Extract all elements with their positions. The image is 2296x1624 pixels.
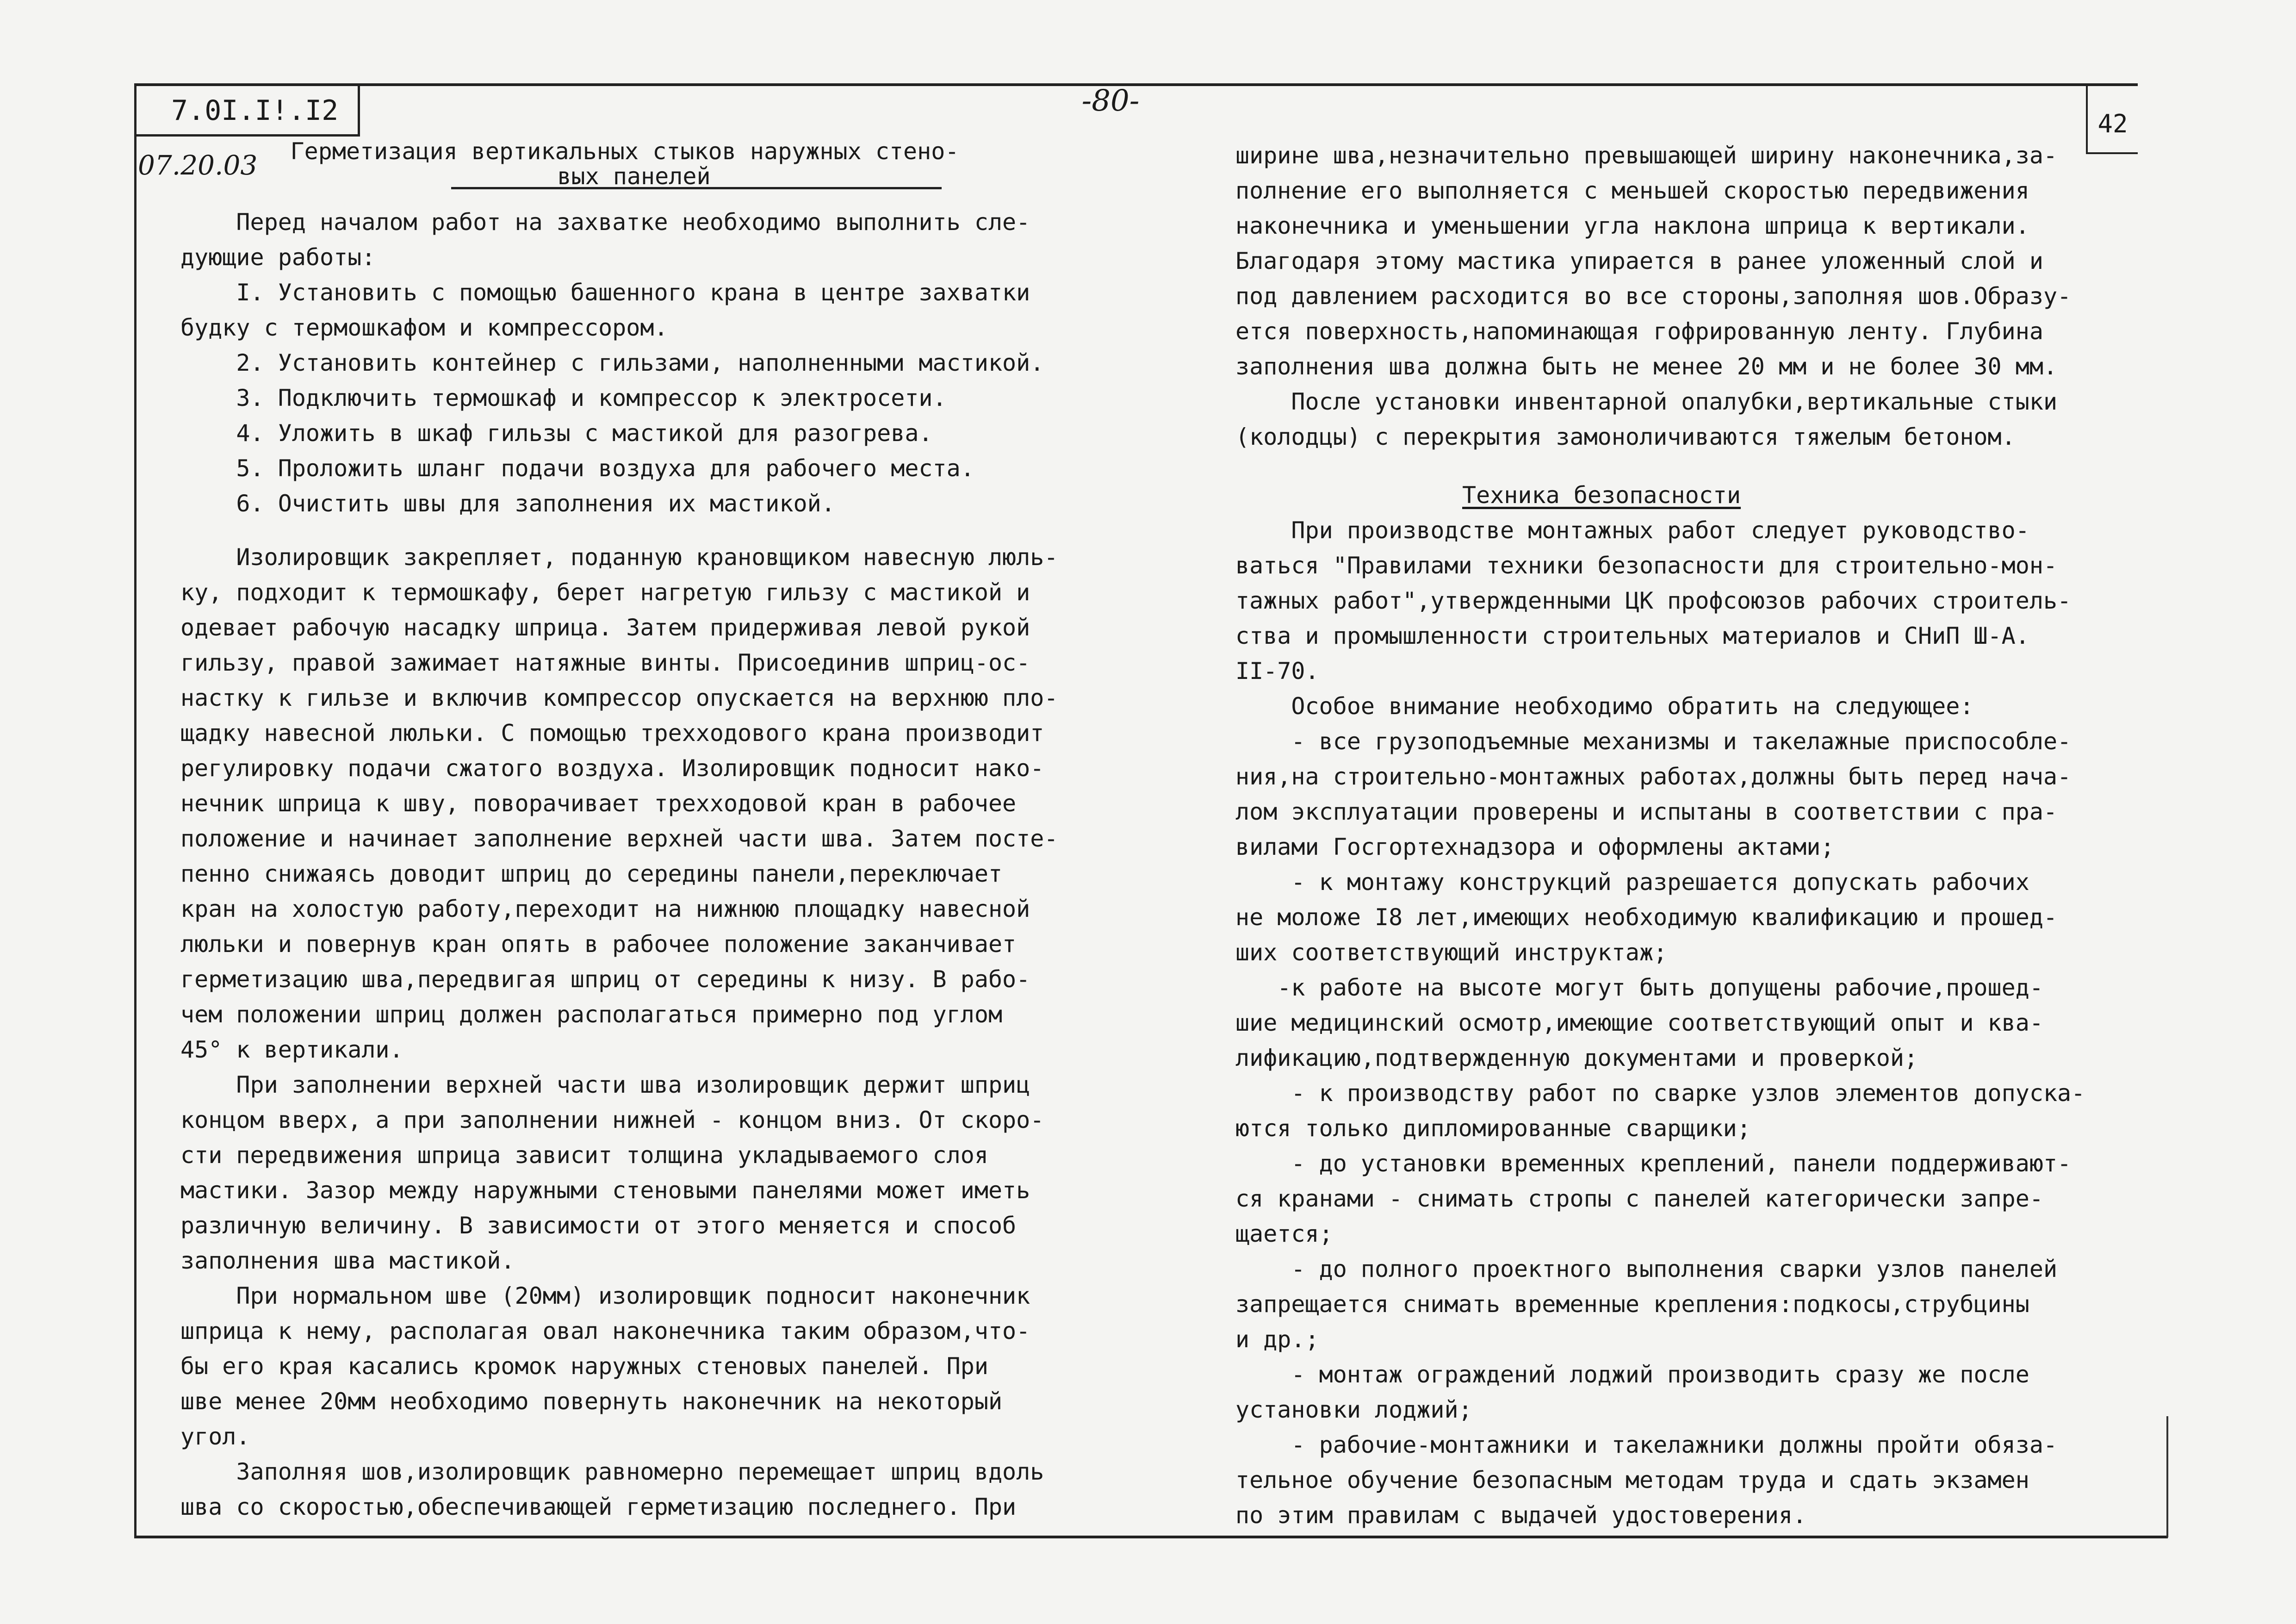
text-line: различную величину. В зависимости от этого меняется и способ xyxy=(180,1212,1017,1239)
text-line: нечник шприца к шву, поворачивает трехходовой кран в рабочее xyxy=(180,790,1017,817)
paragraph-gap xyxy=(1235,454,2133,478)
text-line: тажных работ",утвержденными ЦК профсоюзов рабочих строитель- xyxy=(1235,587,2072,614)
text-line: ства и промышленности строительных материалов и СНиП Ш-А. xyxy=(1235,622,2029,649)
title-underline xyxy=(451,187,942,189)
text-line: шприца к нему, располагая овал наконечника таким образом,что- xyxy=(180,1318,1030,1344)
paragraph-gap xyxy=(180,521,1111,540)
text-line: При нормальном шве (20мм) изолировщик подносит наконечник xyxy=(180,1282,1030,1309)
text-line: не моложе I8 лет,имеющих необходимую квалификацию и прошед- xyxy=(1235,904,2058,931)
text-line: ется поверхность,напоминающая гофрированную ленту. Глубина xyxy=(1235,318,2043,345)
text-line: угол. xyxy=(180,1423,250,1450)
text-line: После установки инвентарной опалубки,вертикальные стыки xyxy=(1235,388,2058,415)
text-line: шве менее 20мм необходимо повернуть наконечник на некоторый xyxy=(180,1388,1003,1415)
text-line: 45° к вертикали. xyxy=(180,1036,403,1063)
sheet-number: 42 xyxy=(2086,85,2138,154)
section-code: 07.20.03 xyxy=(138,149,258,181)
text-line: Особое внимание необходимо обратить на следующее: xyxy=(1235,693,1974,720)
text-line: бы его края касались кромок наружных стеновых панелей. При xyxy=(180,1353,988,1380)
text-line: - к производству работ по сварке узлов элементов допуска- xyxy=(1235,1080,2085,1107)
text-line: вилами Госгортехнадзора и оформлены актами; xyxy=(1235,834,1835,860)
text-line: - до полного проектного выполнения сварки узлов панелей xyxy=(1235,1256,2058,1282)
text-line: ся кранами - снимать стропы с панелей категорически запре- xyxy=(1235,1185,2043,1212)
text-line: настку к гильзе и включив компрессор опускается на верхнюю пло- xyxy=(180,684,1058,711)
text-line: - монтаж ограждений лоджий производить сразу же после xyxy=(1235,1361,2029,1388)
text-line: При производстве монтажных работ следует руководство- xyxy=(1235,517,2029,544)
text-line: - к монтажу конструкций разрешается допускать рабочих xyxy=(1235,869,2029,896)
text-line: ку, подходит к термошкафу, берет нагретую гильзу с мастикой и xyxy=(180,579,1030,606)
text-line: под давлением расходится во все стороны,заполняя шов.Образу- xyxy=(1235,283,2072,310)
text-line: шва со скоростью,обеспечивающей герметизацию последнего. При xyxy=(180,1493,1017,1520)
text-line: Изолировщик закрепляет, поданную крановщиком навесную люль- xyxy=(180,544,1058,571)
text-line: герметизацию шва,передвигая шприц от середины к низу. В рабо- xyxy=(180,966,1030,993)
text-line: установки лоджий; xyxy=(1235,1396,1472,1423)
text-line: 3. Подключить термошкаф и компрессор к электросети. xyxy=(180,385,947,411)
text-line: щается; xyxy=(1235,1220,1333,1247)
text-line: мастики. Зазор между наружными стеновыми панелями может иметь xyxy=(180,1177,1030,1204)
text-line: 2. Установить контейнер с гильзами, наполненными мастикой. xyxy=(180,349,1044,376)
text-line: лом эксплуатации проверены и испытаны в соответствии с пра- xyxy=(1235,798,2058,825)
text-line: люльки и повернув кран опять в рабочее положение заканчивает xyxy=(180,931,1017,958)
text-line: сти передвижения шприца зависит толщина укладываемого слоя xyxy=(180,1142,988,1169)
text-line: регулировку подачи сжатого воздуха. Изолировщик подносит нако- xyxy=(180,755,1044,782)
page-number: -80- xyxy=(1081,84,1140,118)
left-column xyxy=(180,205,1111,1524)
text-line: дующие работы: xyxy=(180,244,376,271)
text-line: щадку навесной люльки. С помощью трехходового крана производит xyxy=(180,720,1044,747)
text-line: ются только дипломированные сварщики; xyxy=(1235,1115,1751,1142)
text-line: одевает рабочую насадку шприца. Затем придерживая левой рукой xyxy=(180,614,1030,641)
text-line: заполнения шва мастикой. xyxy=(180,1247,515,1274)
text-line: Заполняя шов,изолировщик равномерно перемещает шприц вдоль xyxy=(180,1458,1044,1485)
text-line: положение и начинает заполнение верхней части шва. Затем посте- xyxy=(180,825,1058,852)
text-line: полнение его выполняется с меньшей скоростью передвижения xyxy=(1235,177,2029,204)
text-line: ваться "Правилами техники безопасности для строительно-мон- xyxy=(1235,552,2058,579)
text-line: - рабочие-монтажники и такелажники должны пройти обяза- xyxy=(1235,1431,2058,1458)
document-code-box xyxy=(134,85,360,137)
text-line: лификацию,подтвержденную документами и проверкой; xyxy=(1235,1045,1918,1071)
section-title-line-2-wrap xyxy=(259,164,990,189)
document-code: 7.0I.I!.I2 xyxy=(171,94,339,127)
text-line: - все грузоподъемные механизмы и такелажные приспособле- xyxy=(1235,728,2072,755)
section-title xyxy=(259,139,990,189)
text-line: концом вверх, а при заполнении нижней - концом вниз. От скоро- xyxy=(180,1107,1044,1133)
text-line: гильзу, правой зажимает натяжные винты. Присоединив шприц-ос- xyxy=(180,649,1030,676)
text-line: будку с термошкафом и компрессором. xyxy=(180,314,668,341)
text-line: I. Установить с помощью башенного крана в центре захватки xyxy=(180,279,1030,306)
text-line: При заполнении верхней части шва изолировщик держит шприц xyxy=(180,1071,1030,1098)
text-line: Перед началом работ на захватке необходимо выполнить сле- xyxy=(180,209,1030,236)
text-line: запрещается снимать временные крепления:подкосы,струбцины xyxy=(1235,1291,2029,1318)
section-title-line-1: Герметизация вертикальных стыков наружных стено- xyxy=(290,138,959,165)
text-line: кран на холостую работу,переходит на нижнюю площадку навесной xyxy=(180,896,1030,922)
text-line: по этим правилам с выдачей удостоверения. xyxy=(1235,1502,1807,1529)
text-line: тельное обучение безопасным методам труда и сдать экзамен xyxy=(1235,1467,2029,1493)
safety-heading: Техника безопасности xyxy=(1462,482,1741,509)
frame-bottom-border xyxy=(134,1536,2168,1538)
text-line: наконечника и уменьшении угла наклона шприца к вертикали. xyxy=(1235,212,2029,239)
frame-left-border xyxy=(134,83,137,1537)
text-line: 4. Уложить в шкаф гильзы с мастикой для разогрева. xyxy=(180,420,933,447)
text-line: шие медицинский осмотр,имеющие соответствующий опыт и ква- xyxy=(1235,1009,2043,1036)
text-line: ния,на строительно-монтажных работах,должны быть перед нача- xyxy=(1235,763,2072,790)
text-line: Благодаря этому мастика упирается в ранее уложенный слой и xyxy=(1235,248,2043,274)
text-line: - до установки временных креплений, панели поддерживают- xyxy=(1235,1150,2072,1177)
text-line: заполнения шва должна быть не менее 20 мм и не более 30 мм. xyxy=(1235,353,2058,380)
text-line: -к работе на высоте могут быть допущены рабочие,прошед- xyxy=(1235,974,2043,1001)
text-line: (колодцы) с перекрытия замоноличиваются тяжелым бетоном. xyxy=(1235,423,2016,450)
text-line: ших соответствующий инструктаж; xyxy=(1235,939,1668,966)
section-title-line-2: вых панелей xyxy=(557,163,711,190)
text-line: 6. Очистить швы для заполнения их мастикой. xyxy=(180,490,835,517)
text-line: пенно снижаясь доводит шприц до середины панели,переключает xyxy=(180,860,1003,887)
right-column xyxy=(1235,138,2133,1533)
text-line: и др.; xyxy=(1235,1326,1319,1353)
text-line: чем положении шприц должен располагаться примерно под углом xyxy=(180,1001,1003,1028)
text-line: II-70. xyxy=(1235,658,1319,684)
safety-heading-wrap xyxy=(1235,478,2133,513)
text-line: ширине шва,незначительно превышающей ширину наконечника,за- xyxy=(1235,142,2058,169)
frame-right-border xyxy=(2166,1416,2168,1537)
text-line: 5. Проложить шланг подачи воздуха для рабочего места. xyxy=(180,455,974,482)
